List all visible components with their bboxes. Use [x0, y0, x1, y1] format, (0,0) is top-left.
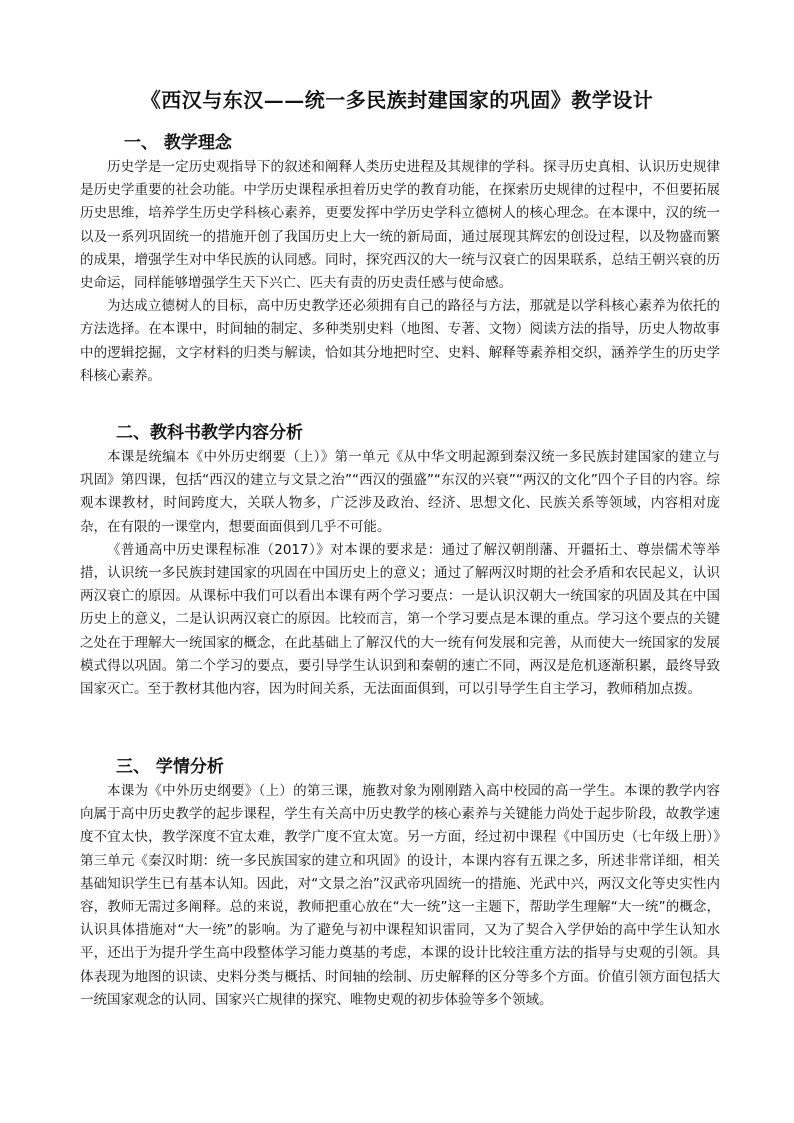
section-heading: 一、 教学理念 [124, 133, 232, 153]
section-textbook-analysis [80, 420, 720, 701]
section-heading: 三、 学情分析 [116, 757, 224, 777]
section-student-analysis [80, 754, 720, 1012]
paragraph: 为达成立德树人的目标，高中历史教学还必须拥有自己的路径与方法，那就是以学科核心素养为依托的方法选择。在本课中，时间轴的制定、多种类别史料（地图、专著、文物）阅读方法的指导，历史人物故事中的逻辑挖掘，文字材料的归类与解读，恰如其分地把时空、史料、解释等素养相交织，涵养学生的历史学科核心素养。 [80, 298, 720, 384]
section-heading: 二、教科书教学内容分析 [116, 423, 303, 443]
paragraph: 本课是统编本《中外历史纲要（上）》第一单元《从中华文明起源到秦汉统一多民族封建国家的建立与巩固》第四课，包括“西汉的建立与文景之治”“西汉的强盛”“东汉的兴衰”“两汉的文化”四个子目的内容。综观本课教材，时间跨度大，关联人物多，广泛涉及政治、经济、思想文化、民族关系等领域，内容相对庞杂，在有限的一课堂内，想要面面俱到几乎不可能。 [80, 449, 720, 535]
paragraph: 历史学是一定历史观指导下的叙述和阐释人类历史进程及其规律的学科。探寻历史真相、认识历史规律是历史学重要的社会功能。中学历史课程承担着历史学的教育功能，在探索历史规律的过程中，不但要拓展历史思维，培养学生历史学科核心素养，更要发挥中学历史学科立德树人的核心理念。在本课中，汉的统一以及一系列巩固统一的措施开创了我国历史上大一统的新局面，通过展现其辉宏的创设过程，以及物盛而繁的成果，增强学生对中华民族的认同感。同时，探究西汉的大一统与汉衰亡的因果联系，总结王朝兴衰的历史命运，同样能够增强学生天下兴亡、匹夫有责的历史责任感与使命感。 [80, 159, 720, 292]
paragraph: 《普通高中历史课程标准（2017）》对本课的要求是：通过了解汉朝削藩、开疆拓土、尊崇儒术等举措，认识统一多民族封建国家的巩固在中国历史上的意义；通过了解两汉时期的社会矛盾和农民起义，认识两汉衰亡的原因。从课标中我们可以看出本课有两个学习要点：一是认识汉朝大一统国家的巩固及其在中国历史上的意义，二是认识两汉衰亡的原因。比较而言，第一个学习要点是本课的重点。学习这个要点的关键之处在于理解大一统国家的概念，在此基础上了解汉代的大一统有何发展和完善，从而使大一统国家的发展模式得以巩固。第二个学习的要点，要引导学生认识到和秦朝的速亡不同，两汉是危机逐渐积累，最终导致国家灭亡。至于教材其他内容，因为时间关系，无法面面俱到，可以引导学生自主学习，教师稍加点拨。 [80, 541, 720, 698]
paragraph: 本课为《中外历史纲要》（上）的第三课，施教对象为刚刚踏入高中校园的高一学生。本课的教学内容向属于高中历史教学的起步课程，学生有关高中历史教学的核心素养与关键能力尚处于起步阶段，故教学速度不宜太快，教学深度不宜太难，教学广度不宜太宽。另一方面，经过初中课程《中国历史（七年级上册）》第三单元《秦汉时期：统一多民族国家的建立和巩固》的设计，本课内容有五课之多，所述非常详细，相关基础知识学生已有基本认知。因此，对“文景之治”汉武帝巩固统一的措施、光武中兴，两汉文化等史实性内容，教师无需过多阐释。总的来说，教师把重心放在“大一统”这一主题下，帮助学生理解“大一统”的概念，认识具体措施对“大一统”的影响。为了避免与初中课程知识雷同，又为了契合入学伊始的高中学生认知水平，还出于为提升学生高中段整体学习能力奠基的考虑，本课的设计比较注重方法的指导与史观的引领。具体表现为地图的识读、史料分类与概括、时间轴的绘制、历史解释的区分等多个方面。价值引领方面包括大一统国家观念的认同、国家兴亡规律的探究、唯物史观的初步体验等多个领域。 [80, 783, 720, 1008]
document-title: 《西汉与东汉——统一多民族封建国家的巩固》教学设计 [140, 88, 654, 112]
section-teaching-philosophy [80, 130, 720, 388]
